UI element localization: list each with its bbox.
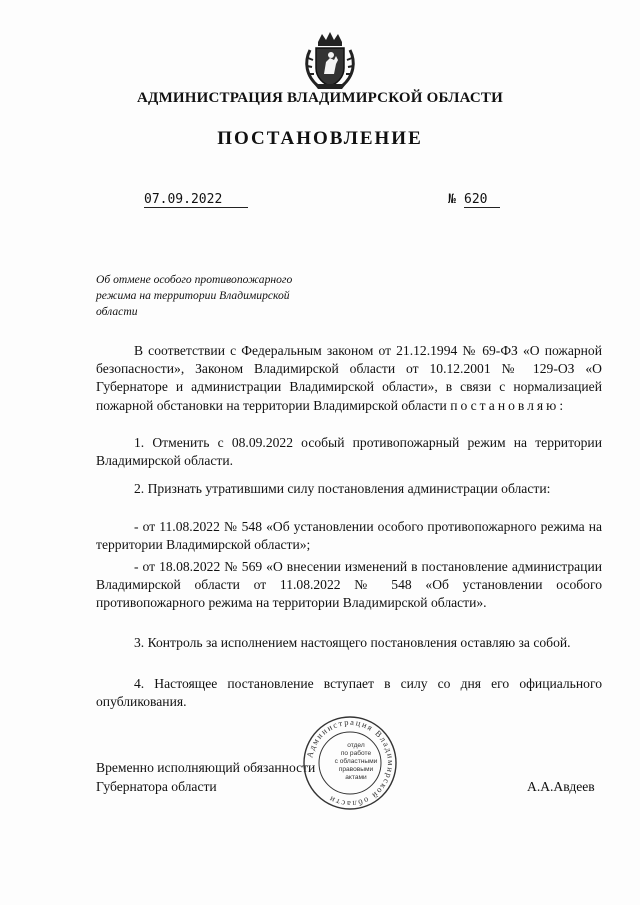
organization-name: АДМИНИСТРАЦИЯ ВЛАДИМИРСКОЙ ОБЛАСТИ	[137, 90, 503, 106]
item-3-paragraph: 3. Контроль за исполнением настоящего постановления оставляю за собой.	[134, 635, 571, 650]
signatory-title-line: Временно исполняющий обязанности	[96, 760, 316, 775]
item-2a-paragraph: - от 11.08.2022 № 548 «Об установлении особого противопожарного режима на территории Владимирской области»;	[96, 519, 602, 553]
stamp-ring-text: Администрация Владимирской области	[304, 716, 397, 810]
subject-line: режима на территории Владимирской	[96, 289, 290, 302]
stamp-line: актами	[345, 774, 367, 781]
number-sign: №	[448, 192, 456, 207]
document-date: 07.09.2022	[144, 192, 248, 208]
subject-line: Об отмене особого противопожарного	[96, 273, 293, 286]
stamp-line: отдел	[347, 742, 365, 749]
stamp-line: правовыми	[338, 766, 374, 773]
item-1-paragraph: 1. Отменить с 08.09.2022 особый противопожарный режим на территории Владимирской области.	[96, 435, 602, 469]
signatory-title-line: Губернатора области	[96, 779, 217, 794]
document-type-title: ПОСТАНОВЛЕНИЕ	[217, 128, 423, 149]
stamp-inner-text	[326, 742, 386, 782]
item-4-paragraph: 4. Настоящее постановление вступает в силу со дня его официального опубликования.	[96, 676, 602, 710]
stamp-line: с областными	[334, 758, 378, 765]
item-2-paragraph: 2. Признать утратившими силу постановления администрации области:	[134, 481, 551, 496]
stamp-line: по работе	[340, 750, 372, 757]
document-number: 620	[464, 192, 500, 208]
document-subject	[96, 272, 346, 320]
subject-line: области	[96, 305, 138, 318]
coat-of-arms-icon	[298, 28, 362, 92]
preamble-paragraph	[96, 342, 602, 415]
signatory-name: А.А.Авдеев	[527, 779, 595, 794]
preamble-text: В соответствии с Федеральным законом от 21.12.1994 № 69-ФЗ «О пожарной безопасности», Законом Владимирской области от 10.12.2001 № 129-ОЗ «О Губернаторе и администрации Владимирской области», в связи с нормализацией пожарной обстановки на территории Владимирской области	[96, 343, 602, 413]
item-2b-paragraph: - от 18.08.2022 № 569 «О внесении изменений в постановление администрации Владимирской области от 11.08.2022 № 548 «Об установлении особого противопожарного режима на территории Владимирской области».	[96, 559, 602, 611]
resolve-word: постановляю:	[450, 397, 567, 413]
